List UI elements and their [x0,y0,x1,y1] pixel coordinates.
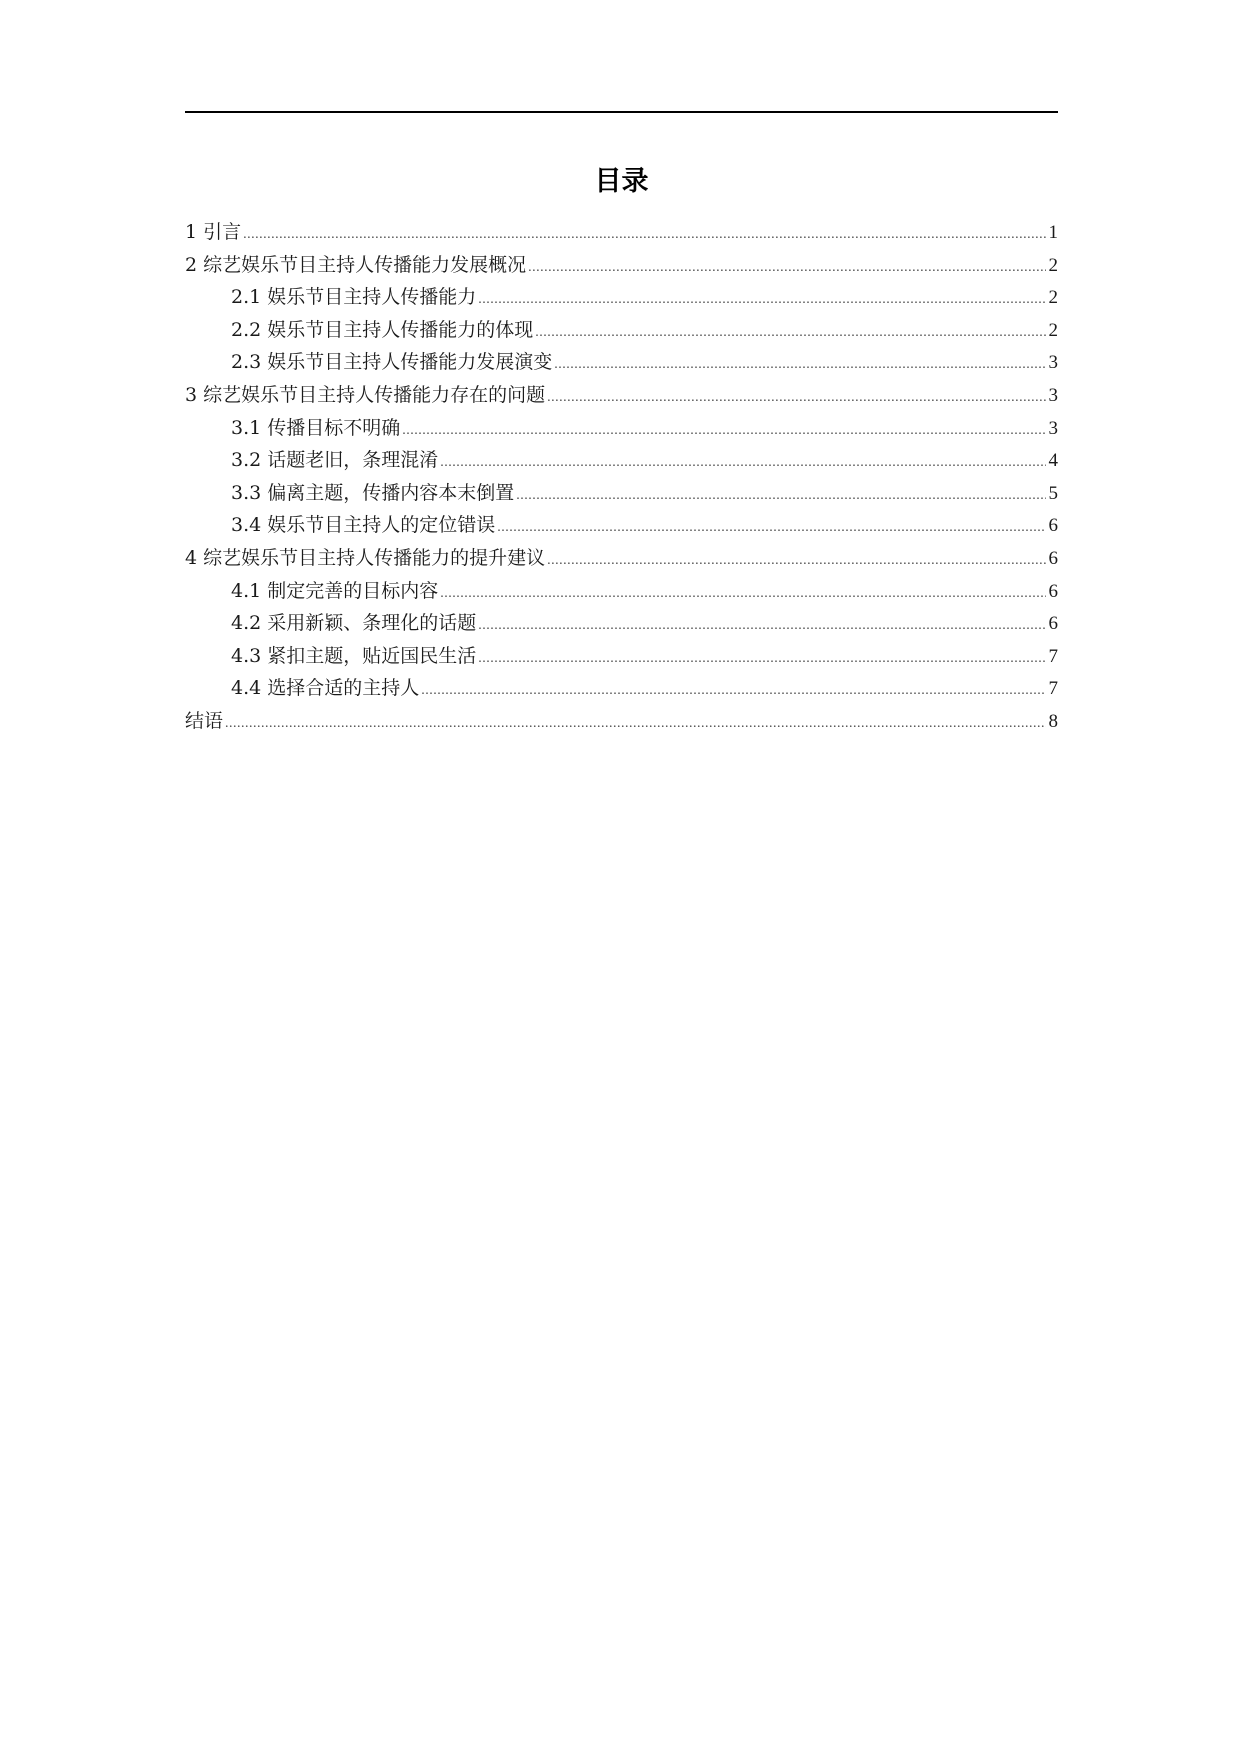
toc-entry[interactable] [185,216,1058,249]
toc-entry-page: 6 [1048,547,1058,569]
toc-entry-page: 3 [1048,352,1058,374]
dot-leader [554,349,1046,382]
toc-subentry[interactable] [185,346,1058,379]
toc-subentry[interactable] [185,509,1058,542]
toc-entry-page: 3 [1048,384,1058,406]
toc-entry-label: 4.3 紧扣主题，贴近国民生活 [231,644,477,667]
toc-entry[interactable] [185,705,1058,738]
toc-entry-page: 6 [1048,580,1058,602]
dot-leader [478,643,1046,676]
dot-leader [516,480,1046,513]
toc-entry-label: 2.3 娱乐节目主持人传播能力发展演变 [231,351,553,374]
table-of-contents [185,216,1058,738]
toc-entry-page: 7 [1048,645,1058,667]
toc-entry-label: 2.1 娱乐节目主持人传播能力 [231,286,477,309]
toc-entry-label: 4.4 选择合适的主持人 [231,677,420,700]
toc-entry-page: 1 [1048,222,1058,243]
toc-entry-page: 5 [1048,482,1058,504]
toc-entry-label: 2 综艺娱乐节目主持人传播能力发展概况 [185,253,527,276]
toc-entry-page: 3 [1048,417,1058,439]
dot-leader [528,252,1046,285]
toc-subentry[interactable] [185,640,1058,673]
toc-entry-label: 3.1 传播目标不明确 [231,416,401,439]
dot-leader [547,382,1046,415]
header-rule [185,111,1058,113]
toc-subentry[interactable] [185,314,1058,347]
dot-leader [225,708,1046,741]
toc-subentry[interactable] [185,575,1058,608]
toc-subentry[interactable] [185,477,1058,510]
dot-leader [478,610,1046,643]
toc-subentry[interactable] [185,444,1058,477]
toc-entry[interactable] [185,379,1058,412]
dot-leader [497,512,1046,545]
toc-entry-label: 4.2 采用新颖、条理化的话题 [231,612,477,635]
toc-entry-label: 结语 [185,709,224,732]
dot-leader [440,447,1046,480]
page-title: 目录 [594,166,649,197]
dot-leader [402,415,1046,448]
toc-entry-page: 2 [1048,254,1058,276]
toc-entry-label: 1 引言 [185,221,242,243]
toc-entry-page: 8 [1048,710,1058,732]
toc-subentry[interactable] [185,607,1058,640]
dot-leader [243,219,1046,252]
dot-leader [478,284,1046,317]
dot-leader [535,317,1046,350]
toc-entry-page: 6 [1048,515,1058,537]
toc-entry-page: 2 [1048,287,1058,309]
toc-entry-page: 4 [1048,450,1058,472]
toc-entry[interactable] [185,542,1058,575]
toc-entry-page: 2 [1048,319,1058,341]
toc-entry[interactable] [185,249,1058,282]
toc-subentry[interactable] [185,672,1058,705]
dot-leader [547,545,1046,578]
toc-entry-label: 2.2 娱乐节目主持人传播能力的体现 [231,318,534,341]
toc-subentry[interactable] [185,412,1058,445]
toc-entry-label: 4.1 制定完善的目标内容 [231,579,439,602]
toc-entry-label: 3.3 偏离主题，传播内容本末倒置 [231,481,515,504]
toc-subentry[interactable] [185,281,1058,314]
toc-entry-label: 3.4 娱乐节目主持人的定位错误 [231,514,496,537]
toc-entry-label: 4 综艺娱乐节目主持人传播能力的提升建议 [185,546,546,569]
toc-entry-page: 6 [1048,613,1058,635]
dot-leader [440,578,1046,611]
dot-leader [421,675,1046,708]
toc-entry-label: 3.2 话题老旧，条理混淆 [231,449,439,472]
toc-entry-page: 7 [1048,678,1058,700]
toc-entry-label: 3 综艺娱乐节目主持人传播能力存在的问题 [185,383,546,406]
